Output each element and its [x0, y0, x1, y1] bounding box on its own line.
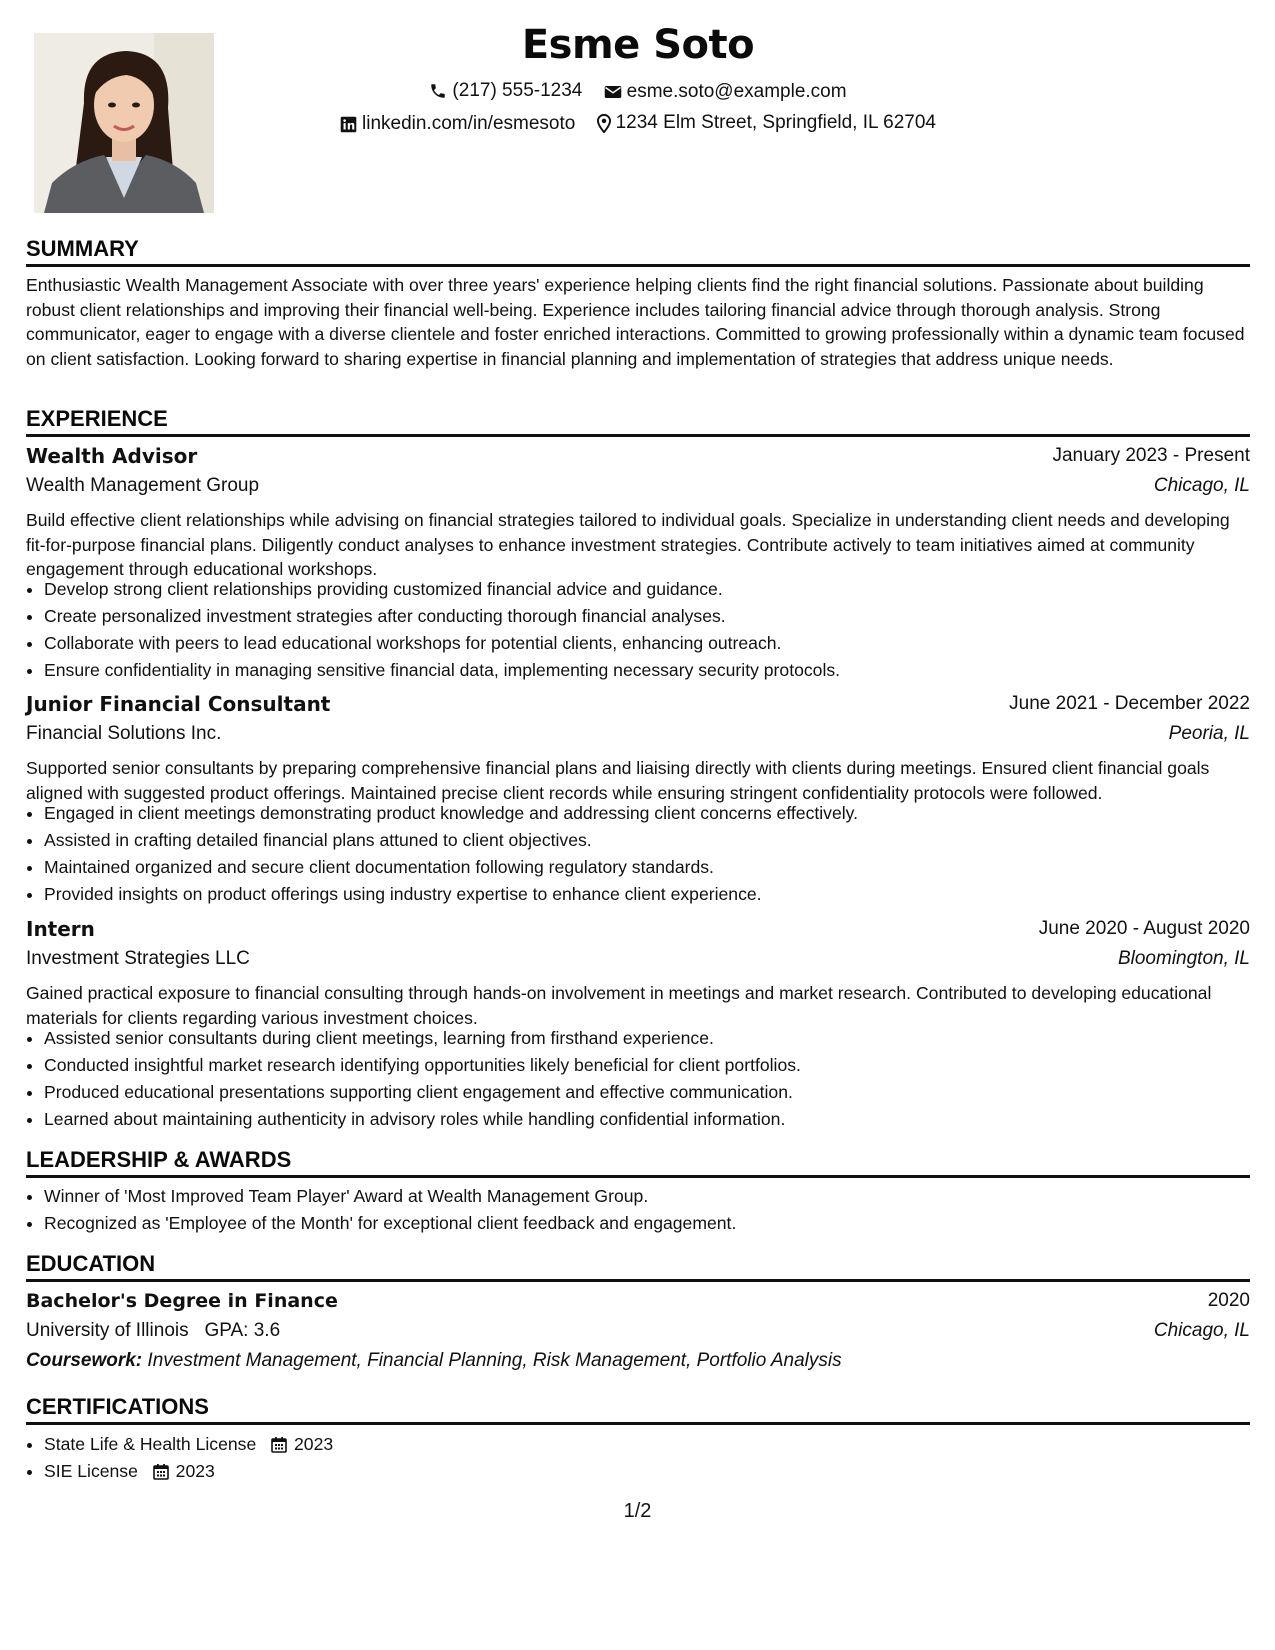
certifications-heading: CERTIFICATIONS — [26, 1394, 209, 1419]
linkedin-contact[interactable] — [340, 113, 575, 135]
contact-line-1 — [26, 80, 1250, 106]
address-contact — [597, 112, 936, 134]
section-divider — [26, 1422, 1250, 1425]
list-item: • Maintained organized and secure client documentation following regulatory standards. — [44, 854, 1244, 881]
list-item: • Develop strong client relationships providing customized financial advice and guidance. — [44, 576, 1244, 603]
job-title: Junior Financial Consultant — [26, 692, 331, 716]
list-item: • Recognized as 'Employee of the Month' for exceptional client feedback and engagement. — [44, 1210, 1244, 1237]
list-item: • Collaborate with peers to lead educational workshops for potential clients, enhancing outreach. — [44, 630, 1244, 657]
graduation-year: 2020 — [1207, 1290, 1250, 1311]
job-company: Investment Strategies LLC — [26, 948, 250, 969]
summary-heading: SUMMARY — [26, 236, 139, 261]
calendar-icon — [153, 1463, 169, 1480]
phone-icon — [429, 82, 447, 100]
job-dates: January 2023 - Present — [1052, 445, 1250, 466]
section-divider — [26, 264, 1250, 267]
street-address: 1234 Elm Street, Springfield, IL 62704 — [615, 112, 936, 133]
awards-list — [26, 1183, 1244, 1237]
certifications-list — [26, 1431, 1244, 1485]
coursework-label: Coursework: — [26, 1350, 143, 1371]
contact-line-2 — [26, 112, 1250, 139]
education-heading: EDUCATION — [26, 1251, 156, 1276]
certification-year: 2023 — [175, 1461, 215, 1481]
job-description: Supported senior consultants by preparing comprehensive financial plans and liaising directly with clients during meetings. Ensured client financial goals aligned with suggested product offerings. Maintained precise client records while ensuring stringent confidentiality protocols were followed. — [26, 758, 1210, 803]
section-divider — [26, 1175, 1250, 1178]
certification-year: 2023 — [294, 1434, 334, 1454]
job-bullets — [26, 800, 1244, 908]
list-item — [44, 1458, 1244, 1485]
job-description: Gained practical exposure to financial consulting through hands-on involvement in meetings and market research. Contributed to developing educational materials for clients regarding various investment choices. — [26, 983, 1212, 1028]
job-bullets — [26, 1025, 1244, 1133]
school-line — [26, 1320, 280, 1342]
coursework — [26, 1350, 842, 1372]
school-name: University of Illinois — [26, 1320, 189, 1341]
section-divider — [26, 1279, 1250, 1282]
envelope-icon — [604, 84, 622, 100]
job-title: Wealth Advisor — [26, 444, 198, 468]
page-number: 1/2 — [623, 1500, 652, 1522]
job-title: Intern — [26, 917, 95, 941]
list-item: • Create personalized investment strategies after conducting thorough financial analyses. — [44, 603, 1244, 630]
email-address: esme.soto@example.com — [626, 81, 847, 102]
degree-title: Bachelor's Degree in Finance — [26, 1290, 338, 1312]
list-item: • Ensure confidentiality in managing sensitive financial data, implementing necessary security protocols. — [44, 657, 1244, 684]
list-item: • Assisted senior consultants during client meetings, learning from firsthand experience. — [44, 1025, 1244, 1052]
job-bullets — [26, 576, 1244, 684]
job-dates: June 2020 - August 2020 — [1038, 918, 1250, 939]
leadership-heading: LEADERSHIP & AWARDS — [26, 1147, 292, 1172]
job-location: Peoria, IL — [1168, 723, 1250, 744]
list-item — [44, 1431, 1244, 1458]
map-pin-icon — [597, 114, 611, 133]
coursework-list: Investment Management, Financial Planning, Risk Management, Portfolio Analysis — [147, 1350, 842, 1371]
school-location: Chicago, IL — [1153, 1320, 1250, 1341]
list-item: • Winner of 'Most Improved Team Player' Award at Wealth Management Group. — [44, 1183, 1244, 1210]
calendar-icon — [271, 1436, 287, 1453]
certification-name: State Life & Health License — [44, 1434, 257, 1454]
list-item: • Conducted insightful market research identifying opportunities likely beneficial for client portfolios. — [44, 1052, 1244, 1079]
list-item: • Produced educational presentations supporting client engagement and effective communication. — [44, 1079, 1244, 1106]
candidate-name: Esme Soto — [521, 22, 755, 68]
job-location: Chicago, IL — [1153, 475, 1250, 496]
experience-heading: EXPERIENCE — [26, 406, 168, 431]
section-divider — [26, 434, 1250, 437]
list-item: • Engaged in client meetings demonstrating product knowledge and addressing client concerns effectively. — [44, 800, 1244, 827]
linkedin-url: linkedin.com/in/esmesoto — [362, 113, 576, 134]
job-description: Build effective client relationships while advising on financial strategies tailored to individual goals. Specialize in understanding client needs and developing fit-for-purpose financial plans. Diligently conduct analyses to enhance investment strategies. Contribute actively to team initiatives aimed at community engagement through educational workshops. — [26, 510, 1230, 580]
summary-text: Enthusiastic Wealth Management Associate with over three years' experience helping clients find the right financial solutions. Passionate about building robust client relationships and improving their financial well-being. Experience includes tailoring financial advice through thorough analysis. Strong communicator, eager to engage with a diverse clientele and foster enriched interactions. Committed to growing professionally within a dynamic team focused on client satisfaction. Looking forward to sharing expertise in financial planning and implementation of strategies that address unique needs. — [26, 275, 1245, 369]
job-company: Financial Solutions Inc. — [26, 723, 222, 744]
linkedin-icon — [340, 116, 357, 133]
email-contact[interactable] — [604, 81, 847, 103]
job-dates: June 2021 - December 2022 — [1009, 693, 1250, 714]
certification-name: SIE License — [44, 1461, 138, 1481]
list-item: • Provided insights on product offerings using industry expertise to enhance client experience. — [44, 881, 1244, 908]
job-company: Wealth Management Group — [26, 475, 260, 496]
phone-number: (217) 555-1234 — [452, 80, 583, 101]
list-item: • Assisted in crafting detailed financial plans attuned to client objectives. — [44, 827, 1244, 854]
gpa: GPA: 3.6 — [204, 1320, 281, 1341]
phone-contact[interactable] — [429, 80, 582, 102]
list-item: • Learned about maintaining authenticity in advisory roles while handling confidential information. — [44, 1106, 1244, 1133]
job-location: Bloomington, IL — [1117, 948, 1250, 969]
